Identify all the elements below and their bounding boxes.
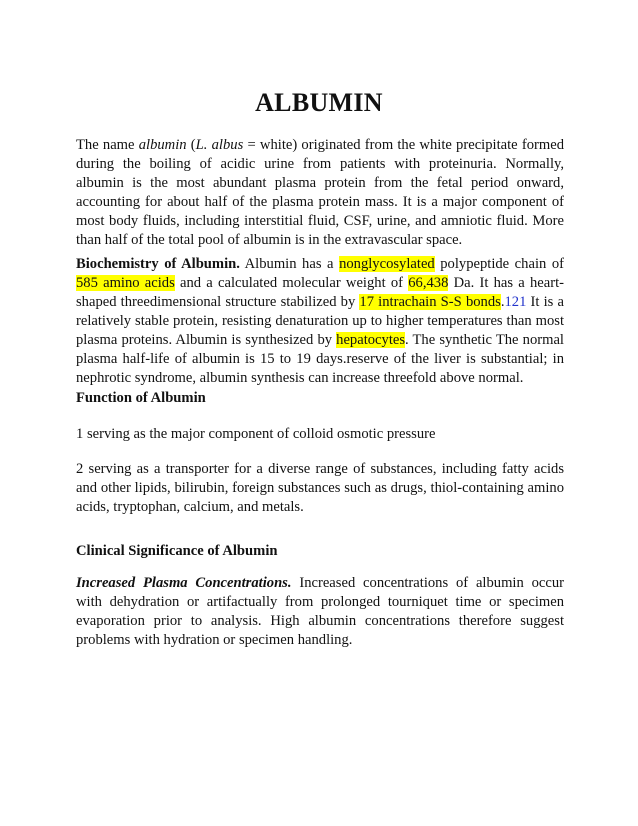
biochem-text-1: Albumin has a	[239, 256, 340, 272]
intro-paragraph	[76, 136, 564, 250]
clinical-paragraph	[76, 574, 564, 650]
biochem-text-4: Da. It has a heart-shaped threedimensional structure stabilized by	[76, 275, 564, 310]
function-heading	[76, 389, 564, 408]
highlight-hepatocytes: hepatocytes	[336, 332, 406, 348]
biochem-text-2: polypeptide chain of	[434, 256, 564, 272]
clinical-heading	[76, 542, 564, 561]
biochem-text-6: It is a relatively stable protein, resisting denaturation up to higher temperatures than most plasma proteins. Albumin is synthesized by	[76, 294, 564, 348]
biochemistry-heading: Biochemistry of Albumin.	[76, 256, 240, 272]
term-albumin: albumin	[138, 137, 187, 153]
intro-text-1: The name	[76, 137, 139, 153]
biochem-text-5: .	[500, 294, 505, 310]
reference-link[interactable]: 121	[504, 294, 527, 310]
biochem-text-3: and a calculated molecular weight of	[174, 275, 409, 291]
clinical-subheading: Increased Plasma Concentrations.	[76, 575, 292, 591]
page-title: ALBUMIN	[255, 88, 383, 117]
function-item-2: 2 serving as a transporter for a diverse range of substances, including fatty acids and other lipids, bilirubin, foreign substances such as drugs, thiol-containing amino acids, tryptophan, calcium, and metals.	[76, 461, 564, 515]
function-heading-text: Function of Albumin	[76, 390, 206, 406]
function-item-1: 1 serving as the major component of colloid osmotic pressure	[76, 426, 436, 442]
term-latin: L. albus	[195, 137, 244, 153]
intro-text-2: (	[186, 137, 196, 153]
biochemistry-paragraph	[76, 255, 564, 388]
highlight-ss-bonds: 17 intrachain S-S bonds	[359, 294, 501, 310]
clinical-heading-text: Clinical Significance of Albumin	[76, 543, 278, 559]
highlight-molecular-weight: 66,438	[408, 275, 449, 291]
clinical-text: Increased concentrations of albumin occur with dehydration or artifactually from prolonged tourniquet time or specimen evaporation prior to analysis. High albumin concentrations therefore suggest problems with hydration or specimen handling.	[76, 575, 564, 648]
biochem-text-7: . The synthetic The normal plasma half-life of albumin is 15 to 19 days.reserve of the liver is substantial; in nephrotic syndrome, albumin synthesis can increase threefold above normal.	[76, 332, 564, 386]
highlight-nonglycosylated: nonglycosylated	[339, 256, 435, 272]
intro-text-3: = white) originated from the white precipitate formed during the boiling of acidic urine from patients with proteinuria. Normally, albumin is the most abundant plasma protein from the fetal period onward, accounting for about half of the plasma protein mass. It is a major component of most body fluids, including interstitial fluid, CSF, urine, and amniotic fluid. More than half of the total pool of albumin is in the extravascular space.	[76, 137, 564, 248]
highlight-amino-acids: 585 amino acids	[76, 275, 175, 291]
